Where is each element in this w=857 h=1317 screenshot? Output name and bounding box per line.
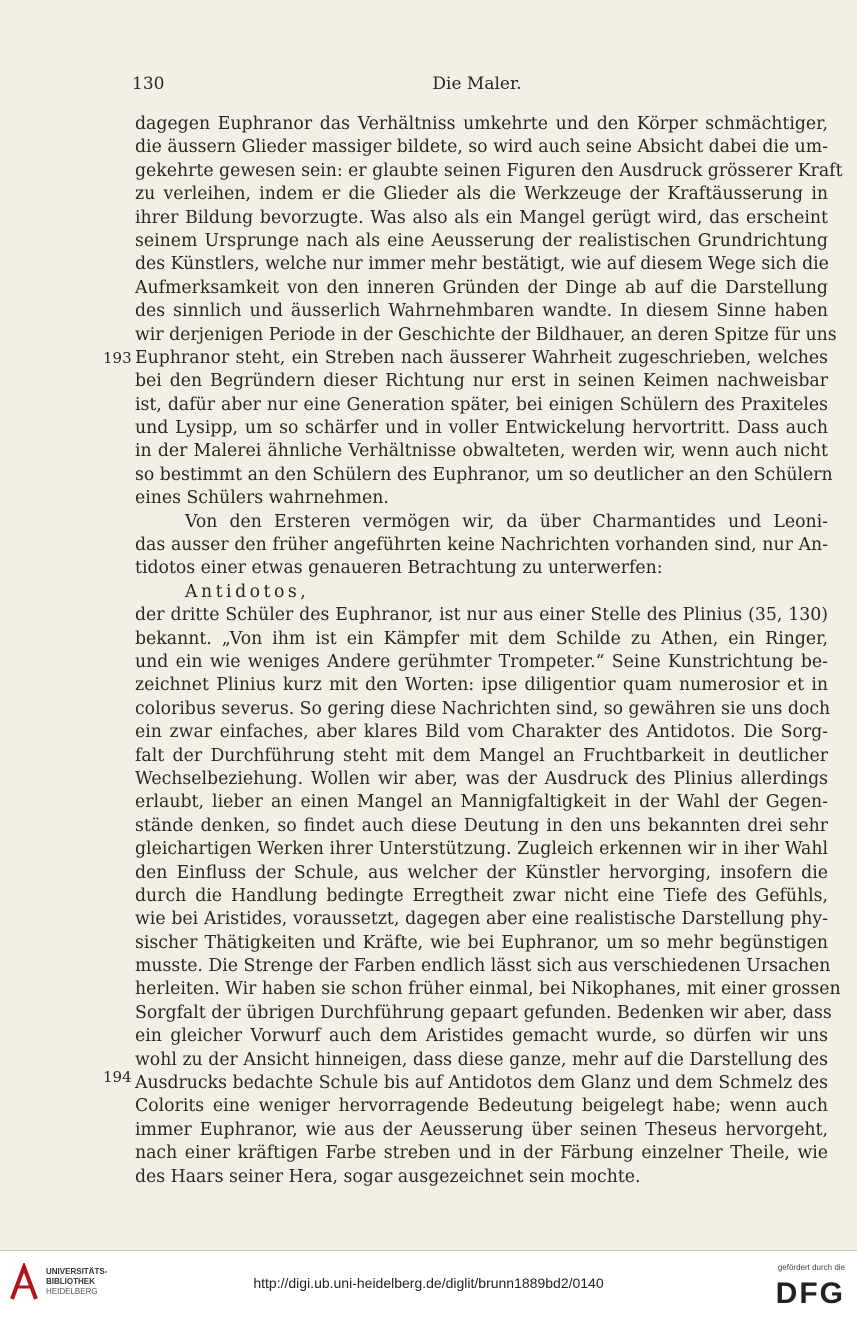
text-line: und ein wie weniges Andere gerühmter Trompeter.“ Seine Kunstrichtung be- xyxy=(135,651,828,672)
text-line: des Künstlers, welche nur immer mehr bestätigt, wie auf diesem Wege sich die xyxy=(135,254,829,275)
library-name-line: BIBLIOTHEK xyxy=(46,1277,95,1286)
text-line: eines Schülers wahrnehmen. xyxy=(135,488,389,509)
page-number: 130 xyxy=(132,74,165,94)
permalink-url[interactable]: http://digi.ub.uni-heidelberg.de/diglit/brunn1889bd2/0140 xyxy=(253,1275,604,1291)
text-line: gleichartigen Werken ihrer Unterstützung. Zugleich erkennen wir in iher Wahl xyxy=(135,839,828,860)
text-line: immer Euphranor, wie aus der Aeusserung über seinen Theseus hervorgeht, xyxy=(135,1119,828,1140)
text-line: in der Malerei ähnliche Verhältnisse obwalteten, werden wir, wenn auch nicht xyxy=(135,441,828,462)
text-line: Wechselbeziehung. Wollen wir aber, was der Ausdruck des Plinius allerdings xyxy=(135,768,828,789)
text-line: seinem Ursprunge nach als eine Aeusserung der realistischen Grundrichtung xyxy=(135,230,828,251)
dfg-logo: DFG xyxy=(775,1277,845,1310)
section-heading: Antidotos, xyxy=(185,581,310,602)
text-line: ein zwar einfaches, aber klares Bild vom Charakter des Antidotos. Die Sorg- xyxy=(135,722,828,743)
text-line: wie bei Aristides, voraussetzt, dagegen aber eine realistische Darstellung phy- xyxy=(135,909,828,930)
text-line: coloribus severus. So gering diese Nachrichten sind, so gewähren sie uns doch xyxy=(135,698,831,719)
text-line: ist, dafür aber nur eine Generation später, bei einigen Schülern des Praxiteles xyxy=(135,394,828,415)
text-line: so bestimmt an den Schülern des Euphranor, um so deutlicher an den Schülern xyxy=(135,464,833,485)
viewer-footer xyxy=(0,1250,857,1317)
text-line: bekannt. „Von ihm ist ein Kämpfer mit dem Schilde zu Athen, ein Ringer, xyxy=(135,628,828,649)
text-line: Von den Ersteren vermögen wir, da über Charmantides und Leoni- xyxy=(185,511,828,532)
margin-number: 193 xyxy=(103,349,132,367)
funding-note: gefördert durch die xyxy=(777,1263,845,1272)
body-text xyxy=(135,113,843,1189)
text-line: Euphranor steht, ein Streben nach äusserer Wahrheit zugeschrieben, welches xyxy=(135,347,828,368)
text-line: den Einfluss der Schule, aus welcher der Künstler hervorging, insofern die xyxy=(135,862,828,883)
text-line: musste. Die Strenge der Farben endlich lässt sich aus verschiedenen Ursachen xyxy=(135,956,831,977)
text-line: stände denken, so findet auch diese Deutung in den uns bekannten drei sehr xyxy=(135,815,828,836)
margin-number: 194 xyxy=(103,1068,132,1086)
text-line: sischer Thätigkeiten und Kräfte, wie bei Euphranor, um so mehr begünstigen xyxy=(135,932,828,953)
text-line: tidotos einer etwas genaueren Betrachtung zu unterwerfen: xyxy=(135,558,663,579)
text-line: nach einer kräftigen Farbe streben und in der Färbung einzelner Theile, wie xyxy=(135,1143,828,1164)
library-city: HEIDELBERG xyxy=(46,1287,98,1296)
text-line: Ausdrucks bedachte Schule bis auf Antidotos dem Glanz und dem Schmelz des xyxy=(135,1073,828,1094)
text-line: durch die Handlung bedingte Erregtheit zwar nicht eine Tiefe des Gefühls, xyxy=(135,885,828,906)
text-line: zu verleihen, indem er die Glieder als die Werkzeuge der Kraftäusserung in xyxy=(135,184,828,205)
text-line: die äussern Glieder massiger bildete, so wird auch seine Absicht dabei die um- xyxy=(135,137,828,158)
text-line: das ausser den früher angeführten keine Nachrichten vorhanden sind, nur An- xyxy=(135,535,828,556)
text-line: und Lysipp, um so schärfer und in voller Entwickelung hervortritt. Dass auch xyxy=(135,418,828,439)
text-line: ein gleicher Vorwurf auch dem Aristides gemacht wurde, so dürfen wir uns xyxy=(135,1026,828,1047)
text-line: wir derjenigen Periode in der Geschichte der Bildhauer, an deren Spitze für uns xyxy=(135,324,837,345)
text-line: erlaubt, lieber an einen Mangel an Mannigfaltigkeit in der Wahl der Gegen- xyxy=(135,792,828,813)
text-line: zeichnet Plinius kurz mit den Worten: ipse diligentior quam numerosior et in xyxy=(135,675,828,696)
text-line: Aufmerksamkeit von den inneren Gründen der Dinge ab auf die Darstellung xyxy=(135,277,828,298)
text-line: Sorgfalt der übrigen Durchführung gepaart gefunden. Bedenken wir aber, dass xyxy=(135,1002,832,1023)
text-line: falt der Durchführung steht mit dem Mangel an Fruchtbarkeit in deutlicher xyxy=(135,745,828,766)
text-line: des Haars seiner Hera, sogar ausgezeichnet sein mochte. xyxy=(135,1166,641,1187)
library-name-line: UNIVERSITÄTS- xyxy=(46,1267,108,1276)
text-line: des sinnlich und äusserlich Wahrnehmbaren wandte. In diesem Sinne haben xyxy=(135,301,828,322)
text-line: herleiten. Wir haben sie schon früher einmal, bei Nikophanes, mit einer grossen xyxy=(135,979,841,1000)
text-line: Colorits eine weniger hervorragende Bedeutung beigelegt habe; wenn auch xyxy=(135,1096,828,1117)
text-line: ihrer Bildung bevorzugte. Was also als ein Mangel gerügt wird, das erscheint xyxy=(135,207,828,228)
page-header xyxy=(132,74,822,100)
text-line: gekehrte gewesen sein: er glaubte seinen Figuren den Ausdruck grösserer Kraft xyxy=(135,160,843,181)
text-line: dagegen Euphranor das Verhältniss umkehrte und den Körper schmächtiger, xyxy=(135,114,828,134)
text-line: der dritte Schüler des Euphranor, ist nur aus einer Stelle des Plinius (35, 130) xyxy=(135,605,828,626)
running-title: Die Maler. xyxy=(432,74,522,94)
text-line: wohl zu der Ansicht hinneigen, dass diese ganze, mehr auf die Darstellung des xyxy=(135,1049,828,1070)
text-line: bei den Begründern dieser Richtung nur erst in seinen Keimen nachweisbar xyxy=(135,371,828,392)
